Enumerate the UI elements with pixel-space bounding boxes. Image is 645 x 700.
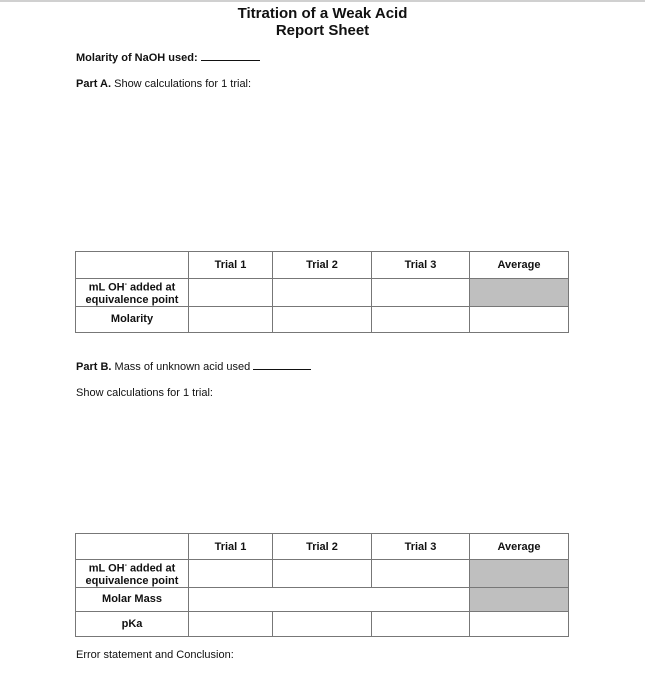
- label-text: mL OH: [88, 562, 125, 575]
- label-text: equivalence point: [85, 293, 179, 306]
- header-cell: Trial 1: [189, 252, 273, 279]
- row-label: [76, 279, 189, 307]
- table-row: [76, 560, 569, 588]
- conclusion-label: Error statement and Conclusion:: [76, 649, 234, 661]
- header-cell: Trial 3: [372, 252, 470, 279]
- molarity-label: Molarity of NaOH used:: [76, 52, 198, 64]
- input-cell[interactable]: [470, 611, 569, 636]
- merged-input-cell[interactable]: [189, 587, 470, 611]
- superscript: -: [124, 562, 127, 569]
- page-title: Titration of a Weak Acid: [237, 5, 408, 22]
- part-a-text: Show calculations for 1 trial:: [114, 78, 252, 90]
- label-text: added at: [126, 281, 176, 294]
- input-cell[interactable]: [189, 560, 273, 588]
- part-b-table: [75, 533, 569, 637]
- input-cell[interactable]: [189, 306, 273, 332]
- table-header-row: [76, 534, 569, 560]
- input-cell[interactable]: [273, 611, 372, 636]
- superscript: -: [124, 281, 127, 288]
- input-cell[interactable]: [273, 306, 372, 332]
- part-b-calc-text: Show calculations for 1 trial:: [76, 387, 213, 399]
- part-b-label: Part B.: [76, 361, 112, 373]
- input-cell[interactable]: [189, 611, 273, 636]
- table-row: [76, 587, 569, 611]
- header-cell: Trial 2: [273, 252, 372, 279]
- molarity-line: [76, 51, 260, 64]
- row-label: [76, 560, 189, 588]
- input-cell[interactable]: [372, 560, 470, 588]
- table-row: [76, 611, 569, 636]
- mass-blank[interactable]: [253, 360, 311, 370]
- header-cell: Trial 2: [273, 534, 372, 560]
- part-a-label: Part A.: [76, 78, 112, 90]
- row-label: Molarity: [76, 306, 189, 332]
- part-a-line: [76, 78, 251, 90]
- header-cell: Average: [470, 252, 569, 279]
- input-cell[interactable]: [189, 279, 273, 307]
- part-b-text: Mass of unknown acid used: [114, 361, 251, 373]
- part-b-line: [76, 360, 311, 373]
- input-cell[interactable]: [372, 611, 470, 636]
- shaded-cell: [470, 560, 569, 588]
- header-cell: [76, 534, 189, 560]
- input-cell[interactable]: [273, 279, 372, 307]
- input-cell[interactable]: [470, 306, 569, 332]
- label-text: added at: [126, 562, 176, 575]
- part-a-table: [75, 251, 569, 333]
- header-cell: Trial 3: [372, 534, 470, 560]
- label-text: equivalence point: [85, 574, 179, 587]
- header-cell: [76, 252, 189, 279]
- input-cell[interactable]: [372, 279, 470, 307]
- shaded-cell: [470, 587, 569, 611]
- header-cell: Trial 1: [189, 534, 273, 560]
- input-cell[interactable]: [273, 560, 372, 588]
- table-row: [76, 279, 569, 307]
- table-header-row: [76, 252, 569, 279]
- shaded-cell: [470, 279, 569, 307]
- page-subtitle: Report Sheet: [275, 22, 370, 39]
- row-label: pKa: [76, 611, 189, 636]
- header-cell: Average: [470, 534, 569, 560]
- table-row: [76, 306, 569, 332]
- page-top-border: [0, 0, 645, 2]
- row-label: Molar Mass: [76, 587, 189, 611]
- input-cell[interactable]: [372, 306, 470, 332]
- label-text: mL OH: [88, 281, 125, 294]
- molarity-blank[interactable]: [201, 51, 260, 61]
